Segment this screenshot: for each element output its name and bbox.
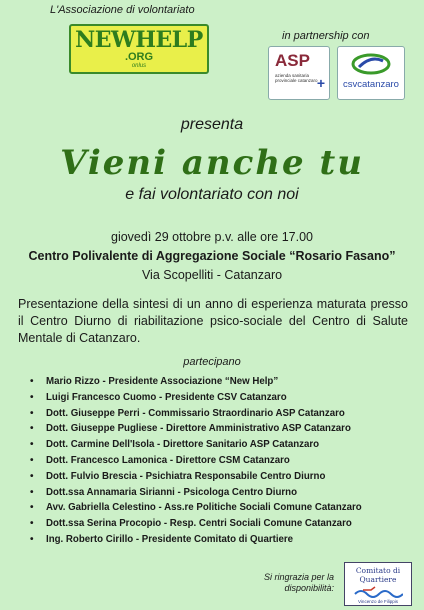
thanks-text: Si ringrazia per la disponibilità: [263,572,334,593]
participants-label: partecipano [183,356,241,368]
cross-icon: + [316,75,325,91]
event-address: Via Scopelliti - Catanzaro [141,268,283,282]
subtitle: e fai volontariato con noi [125,186,299,203]
participant-item: • Dott.ssa Annamaria Sirianni - Psicologa Centro Diurno [30,485,362,501]
participant-item: • Dott. Giuseppe Perri - Commissario Straordinario ASP Catanzaro [30,406,362,422]
participant-item: • Dott. Francesco Lamonica - Direttore CSM Catanzaro [30,453,362,469]
main-title: Vieni anche tu [60,143,364,183]
participant-item: • Dott. Giuseppe Pugliese - Direttore Amministrativo ASP Catanzaro [30,421,362,437]
participant-item: • Avv. Gabriella Celestino - Ass.re Politiche Sociali Comune Catanzaro [30,500,362,516]
newhelp-logo [69,24,209,74]
wave-icon [353,585,403,599]
presenta-label: presenta [180,116,244,133]
newhelp-logo-onlus: onlus [131,63,147,69]
csv-logo-name: csvcatanzaro [343,79,399,90]
participant-item: • Dott. Fulvio Brescia - Psichiatra Responsabile Centro Diurno [30,469,362,485]
asp-logo-subtitle: azienda sanitaria provinciale catanzaro [275,73,318,83]
participant-item: • Luigi Francesco Cuomo - Presidente CSV Catanzaro [30,390,362,406]
event-venue: Centro Polivalente di Aggregazione Sociale “Rosario Fasano” [28,249,396,263]
participant-item: • Dott.ssa Serina Procopio - Resp. Centri Sociali Comune Catanzaro [30,516,362,532]
newhelp-logo-name: NEWHELP [75,27,203,53]
presentation-text: Presentazione della sintesi di un anno di esperienza maturata presso il Centro Diurno di riabilitazione psico-sociale del Centro di Salute Mentale di Catanzaro. [18,297,408,345]
newhelp-logo-org: .ORG [124,51,154,63]
asp-logo-name: ASP [275,51,310,70]
comitato-logo-subtitle: Vincenzo de Filippis [358,599,398,604]
participant-item: • Ing. Roberto Cirillo - Presidente Comitato di Quartiere [30,532,362,548]
participants-list [30,374,362,548]
asp-logo [268,46,330,100]
comitato-logo-name: Comitato di Quartiere [355,566,401,584]
event-date: giovedì 29 ottobre p.v. alle ore 17.00 [111,230,313,244]
association-caption: L'Associazione di volontariato [50,4,195,16]
csv-logo [337,46,405,100]
comitato-logo [344,562,412,606]
partnership-caption: in partnership con [282,30,370,42]
participant-item: • Dott. Carmine Dell'Isola - Direttore Sanitario ASP Catanzaro [30,437,362,453]
participant-item: • Mario Rizzo - Presidente Associazione “New Help” [30,374,362,390]
csv-swoosh-icon [349,51,393,77]
